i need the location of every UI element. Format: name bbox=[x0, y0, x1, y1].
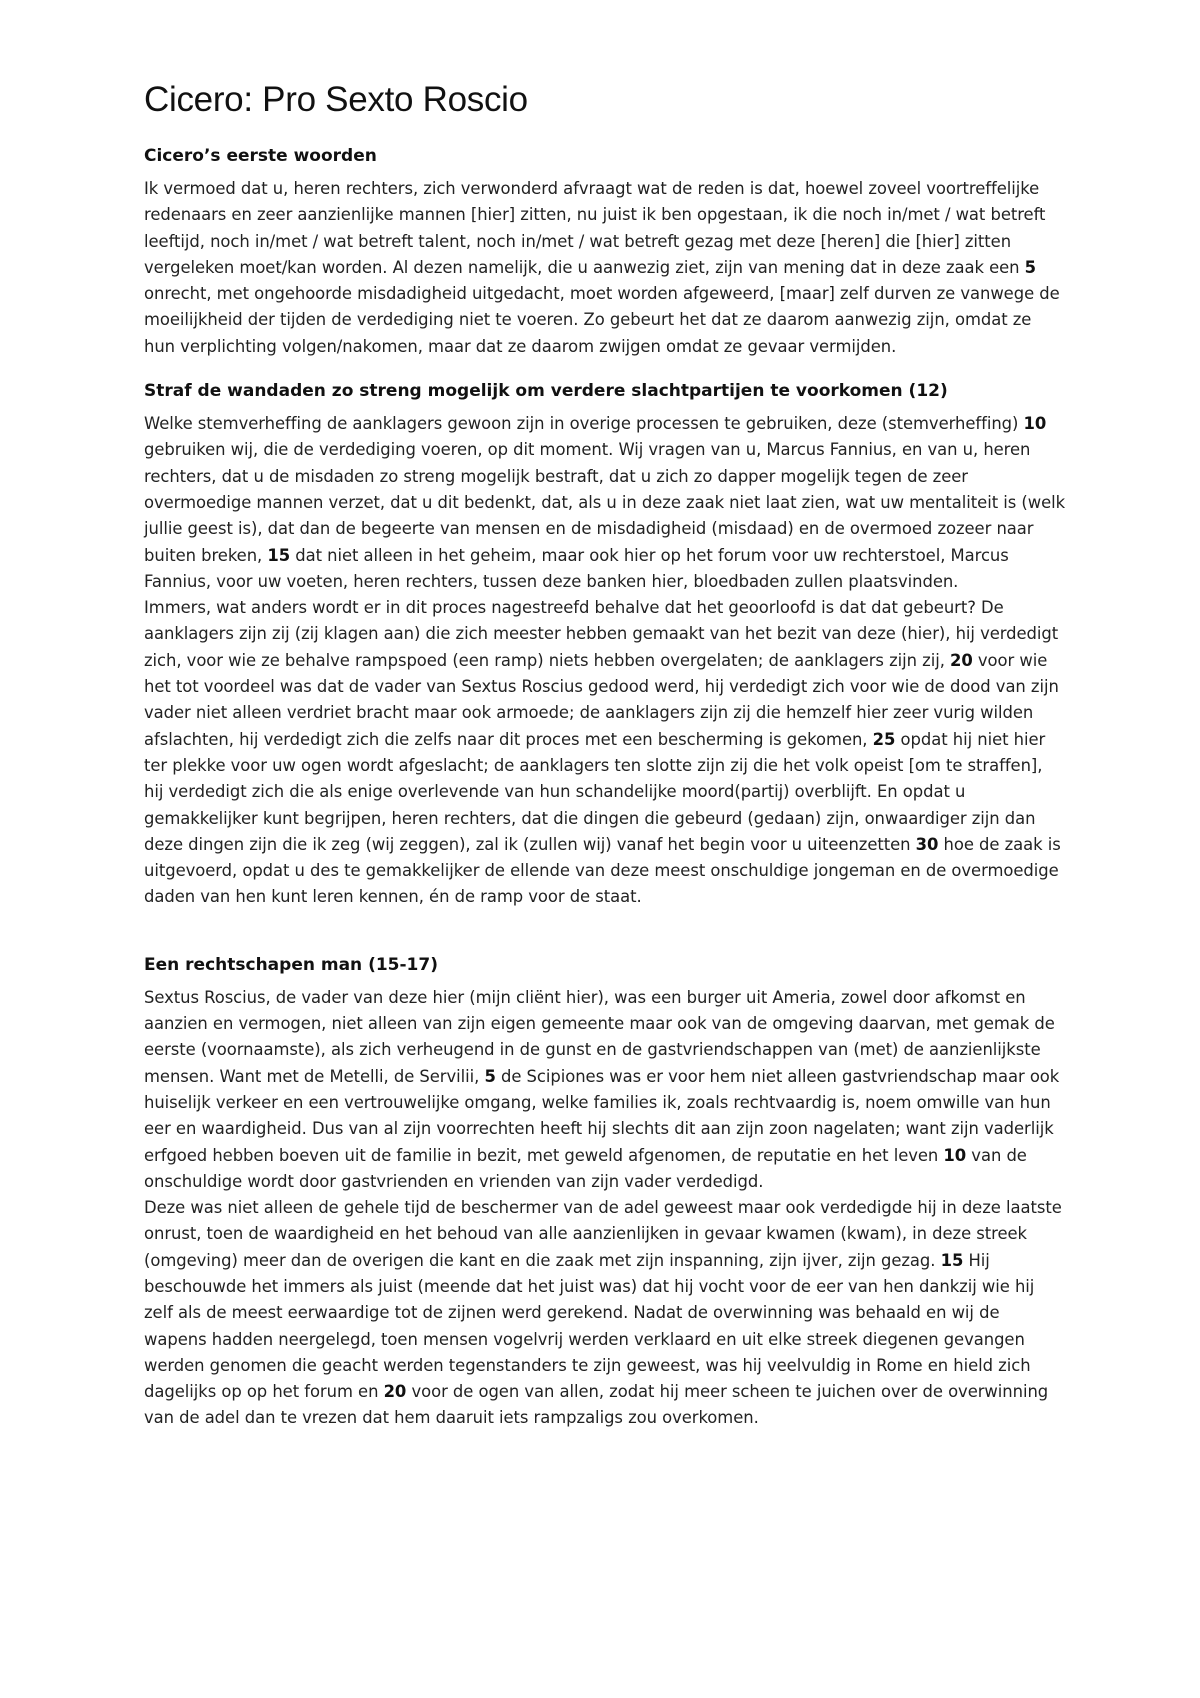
line-number: 20 bbox=[383, 1382, 407, 1402]
text-run: Welke stemverheffing de aanklagers gewoon zijn in overige processen te gebruiken, deze (stemverheffing) bbox=[144, 414, 1024, 434]
line-number: 30 bbox=[915, 834, 939, 854]
line-number: 5 bbox=[1024, 257, 1037, 277]
document-body bbox=[144, 144, 1066, 1432]
line-number: 15 bbox=[267, 545, 291, 565]
text-run: voor de ogen van allen, zodat hij meer scheen te juichen over de overwinning van de adel dan te vrezen dat hem daaruit iets rampzaligs zou overkomen. bbox=[144, 1382, 1049, 1428]
text-run: hoe de zaak is uitgevoerd, opdat u des te gemakkelijker de ellende van deze meest onschuldige jongeman en de overmoedige daden van hen kunt leren kennen, én de ramp voor de staat. bbox=[144, 834, 1061, 907]
section-spacer bbox=[144, 360, 1066, 379]
line-number: 20 bbox=[950, 650, 973, 670]
text-run: onrecht, met ongehoorde misdadigheid uitgedacht, moet worden afgeweerd, [maar] zelf durven ze vanwege de moeilijkheid der tijden de verdediging niet te voeren. Zo gebeurt het dat ze daarom aanwezig zijn, omdat ze hun verplichting volgen/nakomen, maar dat ze daarom zwijgen omdat ze gevaar vermijden. bbox=[144, 284, 1060, 356]
text-run: de Scipiones was er voor hem niet alleen gastvriendschap maar ook huiselijk verkeer en een vertrouwelijke omgang, welke families ik, zoals rechtvaardig is, noem omwille van hun eer en waardigheid. Dus van al zijn voorrechten heeft hij slechts dit aan zijn zoon nagelaten; want zijn vaderlijk erfgoed hebben boeven uit de familie in bezit, met geweld afgenomen, de reputatie en het leven bbox=[144, 1066, 1060, 1165]
paragraph bbox=[144, 176, 1066, 360]
text-run: Immers, wat anders wordt er in dit proces nagestreefd behalve dat het geoorloofd is dat dat gebeurt? De aanklagers zijn zij (zij klagen aan) die zich meester hebben gemaakt van het bezit van deze (hier), hij verdedigt zich, voor wie ze behalve rampspoed (een ramp) niets hebben overgelaten; de aanklagers zijn zij, bbox=[144, 598, 1059, 670]
line-number: 5 bbox=[484, 1066, 496, 1086]
section-heading: Cicero’s eerste woorden bbox=[144, 146, 377, 166]
line-number: 25 bbox=[872, 729, 896, 749]
line-number: 10 bbox=[943, 1145, 967, 1165]
line-number: 10 bbox=[1023, 414, 1047, 434]
text-run: dat niet alleen in het geheim, maar ook hier op het forum voor uw rechterstoel, Marcus Fannius, voor uw voeten, heren rechters, tussen deze banken hier, bloedbaden zullen plaatsvinden. bbox=[144, 545, 1009, 591]
document-title: Cicero: Pro Sexto Roscio bbox=[144, 80, 528, 119]
paragraph bbox=[144, 595, 1066, 911]
section-heading: Straf de wandaden zo streng mogelijk om verdere slachtpartijen te voorkomen (12) bbox=[144, 381, 948, 402]
text-run: van de onschuldige wordt door gastvrienden en vrienden van zijn vader verdedigd. bbox=[144, 1145, 1027, 1191]
text-run: Hij beschouwde het immers als juist (meende dat het juist was) dat hij vocht voor de eer van hen dankzij wie hij zelf als de meest eerwaardige tot de zijnen werd gerekend. Nadat de overwinning was behaald en wij de wapens hadden neergelegd, toen mensen vogelvrij werden verklaard en uit elke streek diegenen gevangen werden genomen die geacht werden tegenstanders te zijn geweest, was hij veelvuldig in Rome en hield zich dagelijks op op het forum en bbox=[144, 1250, 1035, 1402]
text-run: Sextus Roscius, de vader van deze hier (mijn cliënt hier), was een burger uit Ameria, zowel door afkomst en aanzien en vermogen, niet alleen van zijn eigen gemeente maar ook van de omgeving daarvan, met gemak de eerste (voornaamste), als zich verheugend in de gunst en de gastvriendschappen van (met) de aanzienlijkste mensen. Want met de Metelli, de Servilii, bbox=[144, 987, 1055, 1086]
line-number: 15 bbox=[940, 1250, 964, 1270]
paragraph bbox=[144, 411, 1066, 595]
section bbox=[144, 379, 1066, 911]
section-spacer bbox=[144, 911, 1066, 953]
paragraph bbox=[144, 1195, 1066, 1432]
section bbox=[144, 144, 1066, 360]
section-heading: Een rechtschapen man (15-17) bbox=[144, 954, 438, 975]
text-run: opdat hij niet hier ter plekke voor uw ogen wordt afgeslacht; de aanklagers ten slotte zijn zij die het volk opeist [om te straffen], hij verdedigt zich die als enige overlevende van hun schandelijke moord(partij) overblijft. En opdat u gemakkelijker kunt begrijpen, heren rechters, dat die dingen die gebeurd (gedaan) zijn, onwaardiger zijn dan deze dingen zijn die ik zeg (wij zeggen), zal ik (zullen wij) vanaf het begin voor u uiteenzetten bbox=[144, 729, 1046, 854]
text-run: voor wie het tot voordeel was dat de vader van Sextus Roscius gedood werd, hij verdedigt zich voor wie de dood van zijn vader niet alleen verdriet bracht maar ook armoede; de aanklagers zijn zij die hemzelf hier zeer vurig wilden afslachten, hij verdedigt zich die zelfs naar dit proces met een bescherming is gekomen, bbox=[144, 650, 1059, 749]
section bbox=[144, 953, 1066, 1432]
text-run: Ik vermoed dat u, heren rechters, zich verwonderd afvraagt wat de reden is dat, hoewel zoveel voortreffelijke redenaars en zeer aanzienlijke mannen [hier] zitten, nu juist ik ben opgestaan, ik die noch in/met / wat betreft leeftijd, noch in/met / wat betreft talent, noch in/met / wat betreft gezag met deze [heren] die [hier] zitten vergeleken moet/kan worden. Al dezen namelijk, die u aanwezig ziet, zijn van mening dat in deze zaak een bbox=[144, 179, 1046, 277]
paragraph bbox=[144, 985, 1066, 1195]
text-run: gebruiken wij, die de verdediging voeren, op dit moment. Wij vragen van u, Marcus Fannius, en van u, heren rechters, dat u de misdaden zo streng mogelijk bestraft, dat u zich zo dapper mogelijk tegen de zeer overmoedige mannen verzet, dat u dit bedenkt, dat, als u in deze zaak niet laat zien, wat uw mentaliteit is (welk jullie geest is), dat dan de begeerte van mensen en de misdadigheid (misdaad) en de overmoed zozeer naar buiten breken, bbox=[144, 440, 1066, 565]
text-run: Deze was niet alleen de gehele tijd de beschermer van de adel geweest maar ook verdedigde hij in deze laatste onrust, toen de waardigheid en het behoud van alle aanzienlijken in gevaar kwamen (kwam), in deze streek (omgeving) meer dan de overigen die kant en die zaak met zijn inspanning, zijn ijver, zijn gezag. bbox=[144, 1198, 1062, 1270]
